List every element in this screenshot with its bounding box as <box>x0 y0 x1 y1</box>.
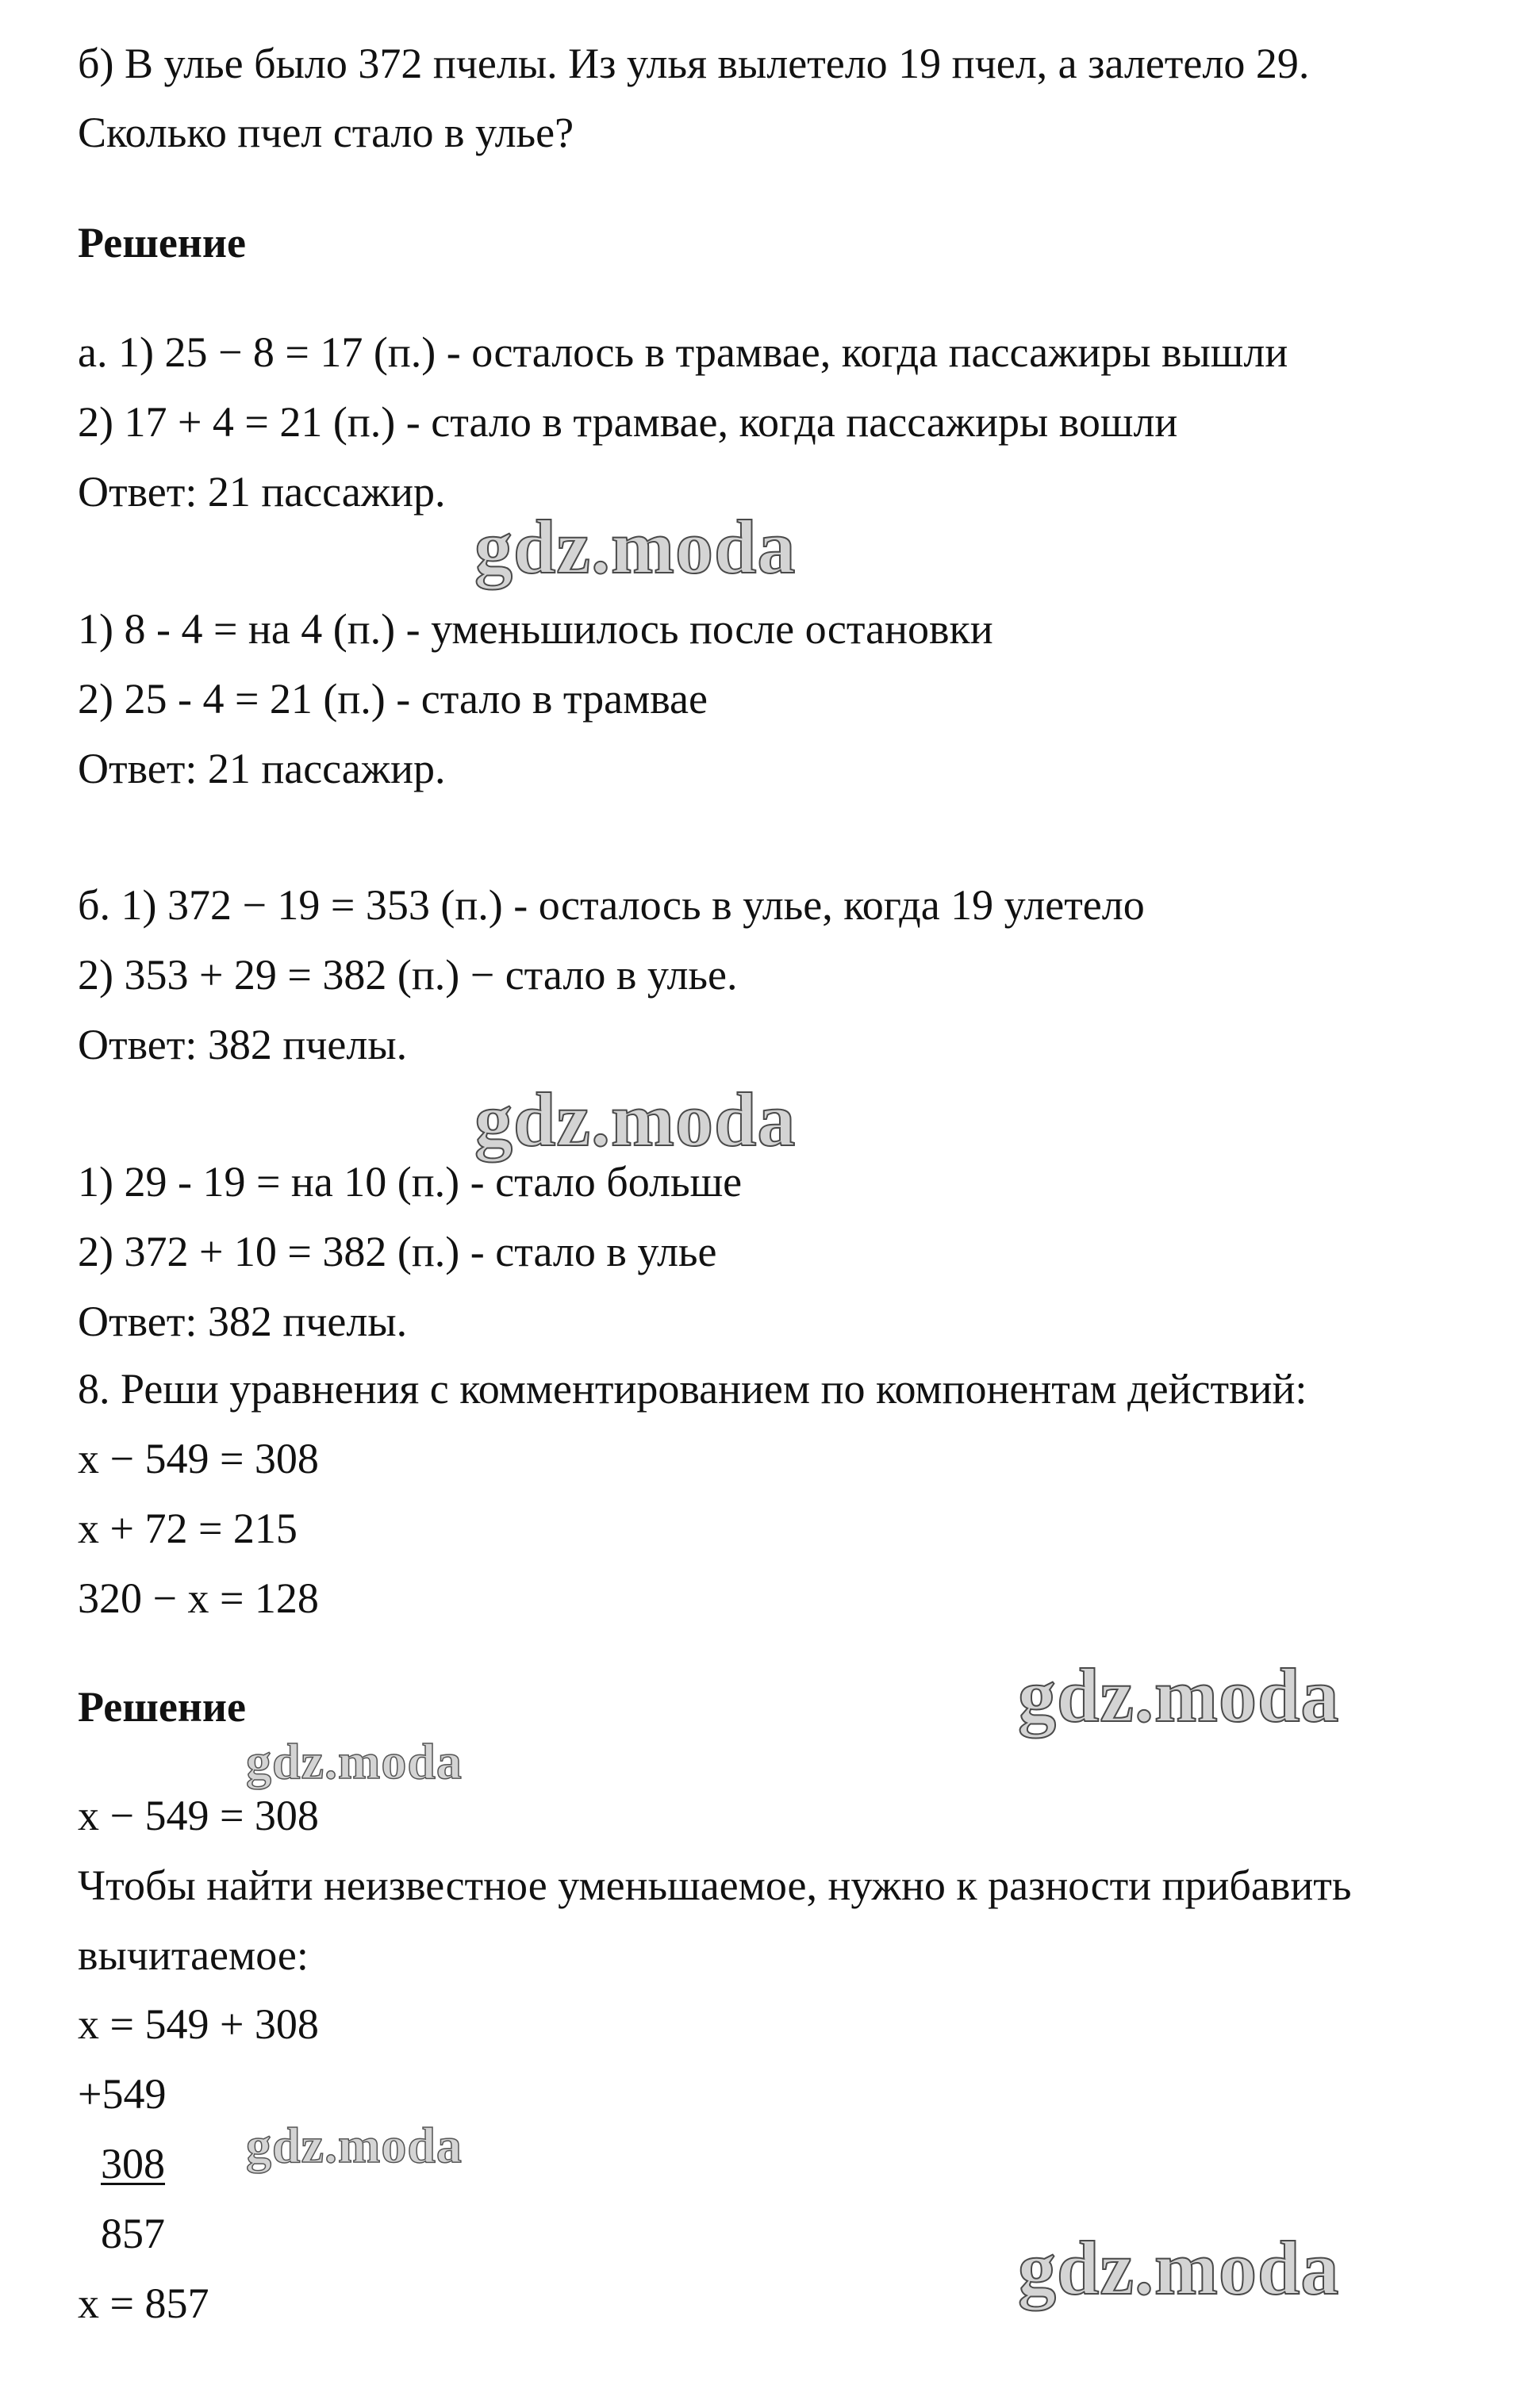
solution-line: 2) 353 + 29 = 382 (п.) − стало в улье. <box>78 951 738 999</box>
solution-line: 2) 17 + 4 = 21 (п.) - стало в трамвае, когда пассажиры вошли <box>78 398 1178 446</box>
solution-line: 1) 29 - 19 = на 10 (п.) - стало больше <box>78 1158 743 1206</box>
equation: x + 72 = 215 <box>78 1505 298 1552</box>
answer-line: Ответ: 382 пчелы. <box>78 1298 408 1345</box>
watermark: gdz.moda <box>1018 2226 1340 2310</box>
watermark: gdz.moda <box>246 2117 463 2173</box>
equation: x = 549 + 308 <box>78 2000 319 2048</box>
answer-line: Ответ: 382 пчелы. <box>78 1021 408 1068</box>
watermark: gdz.moda <box>1018 1653 1340 1738</box>
watermark: gdz.moda <box>474 1077 797 1162</box>
equation-result: x = 857 <box>78 2280 209 2327</box>
watermark: gdz.moda <box>474 504 797 589</box>
solution-line: 1) 8 - 4 = на 4 (п.) - уменьшилось после остановки <box>78 605 993 653</box>
equation: 320 − x = 128 <box>78 1574 319 1622</box>
solution-line: б. 1) 372 − 19 = 353 (п.) - осталось в улье, когда 19 улетело <box>78 881 1145 929</box>
answer-line: Ответ: 21 пассажир. <box>78 468 446 516</box>
solution-line: 2) 25 - 4 = 21 (п.) - стало в трамвае <box>78 675 708 723</box>
column-sum: 857 <box>101 2210 165 2257</box>
column-addend: 308 <box>101 2140 165 2188</box>
column-addend: +549 <box>78 2070 167 2118</box>
task-text: 8. Реши уравнения с комментированием по компонентам действий: <box>78 1365 1307 1413</box>
solution-heading: Решение <box>78 219 246 266</box>
solution-line: а. 1) 25 − 8 = 17 (п.) - осталось в трамвае, когда пассажиры вышли <box>78 328 1288 376</box>
rule-text: Чтобы найти неизвестное уменьшаемое, нужно к разности прибавить <box>78 1862 1352 1909</box>
task-question: Сколько пчел стало в улье? <box>78 109 574 156</box>
answer-line: Ответ: 21 пассажир. <box>78 745 446 792</box>
task-text: б) В улье было 372 пчелы. Из улья вылетело 19 пчел, а залетело 29. <box>78 40 1310 87</box>
rule-text: вычитаемое: <box>78 1931 309 1979</box>
solution-heading: Решение <box>78 1683 246 1731</box>
equation: x − 549 = 308 <box>78 1792 319 1839</box>
solution-line: 2) 372 + 10 = 382 (п.) - стало в улье <box>78 1228 717 1275</box>
watermark: gdz.moda <box>246 1733 463 1789</box>
equation: x − 549 = 308 <box>78 1435 319 1482</box>
